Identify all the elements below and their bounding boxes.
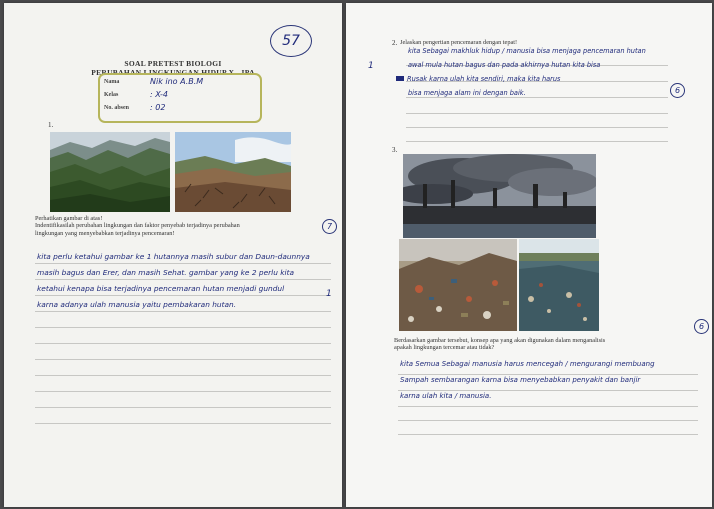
question-3-answer-line-3: karna ulah kita / manusia. xyxy=(400,392,492,400)
answer-line xyxy=(35,359,331,360)
question-1-side-mark: 1 xyxy=(326,289,332,299)
factory-pollution-photo xyxy=(403,154,596,238)
absen-value: : 02 xyxy=(150,103,166,112)
question-2-side-mark: 1 xyxy=(368,61,374,71)
question-2-answer-line-3 xyxy=(396,75,561,83)
answer-line xyxy=(35,295,331,296)
name-value: Nik ino A.B.M xyxy=(150,77,204,86)
question-3-answer-line-1: kita Semua Sebagai manusia harus mencegah / mengurangi membuang xyxy=(400,360,655,368)
polluted-river-photo xyxy=(519,239,599,331)
answer-line xyxy=(35,279,331,280)
answer-line xyxy=(398,406,698,407)
worksheet-subtitle: PERUBAHAN LINGKUNGAN HIDUP X - IPA xyxy=(91,68,255,77)
garbage-pile-photo xyxy=(399,239,517,331)
question-3-line-2: apakah lingkungan tercemar atau tidak? xyxy=(394,344,495,352)
question-2-text: Jelaskan pengertian pencemaran dengan tepat! xyxy=(400,39,518,46)
scribble-mark xyxy=(396,76,404,81)
question-1-line-2: Indentifikasilah perubahan lingkungan dan faktor penyebab terjadinya perubahan xyxy=(35,222,240,230)
name-label: Nama xyxy=(104,79,120,85)
answer-line xyxy=(35,391,331,392)
question-1-score-circle: 7 xyxy=(322,219,337,234)
question-1-text xyxy=(35,215,325,237)
answer-line xyxy=(35,343,331,344)
class-value: : X-4 xyxy=(150,90,168,99)
question-1-answer-line-2: masih bagus dan Erer, dan masih Sehat. gambar yang ke 2 perlu kita xyxy=(37,268,295,277)
absen-label: No. absen xyxy=(104,105,130,111)
answer-line xyxy=(35,327,331,328)
question-3-number: 3. xyxy=(392,146,398,154)
question-3-score-circle: 6 xyxy=(694,319,709,334)
worksheet-title: SOAL PRETEST BIOLOGI xyxy=(124,59,222,68)
question-1-number: 1. xyxy=(48,121,54,129)
question-2-answer-line-4: bisa menjaga alam ini dengan baik. xyxy=(408,89,526,97)
student-id-box xyxy=(98,73,262,123)
answer-line xyxy=(35,423,331,424)
question-3-answer-line-2: Sampah sembarangan karna bisa menyebabkan penyakit dan banjir xyxy=(400,376,641,384)
answer-line xyxy=(35,263,331,264)
class-label: Kelas xyxy=(104,92,119,98)
answer-line xyxy=(406,127,668,128)
total-score-circle: 57 xyxy=(270,25,312,57)
answer-line xyxy=(35,311,331,312)
question-2-answer-line-2: awal mula hutan bagus dan pada akhirnya hutan kita bisa xyxy=(408,61,601,69)
worksheet-page-right xyxy=(346,3,712,507)
deforested-photo xyxy=(175,132,291,212)
answer-line xyxy=(35,407,331,408)
question-1-line-3: lingkungan yang menyebabkan terjadinya pencemaran! xyxy=(35,229,175,237)
question-1-answer-line-1: kita perlu ketahui gambar ke 1 hutannya masih subur dan Daun-daunnya xyxy=(37,252,310,261)
question-2-answer-line-3-text: Rusak karna ulah kita sendiri, maka kita harus xyxy=(407,75,561,83)
answer-line xyxy=(406,113,668,114)
answer-line xyxy=(406,97,668,98)
answer-line xyxy=(35,375,331,376)
question-3-line-1: Berdasarkan gambar tersebut, konsep apa yang akan digunakan dalam menganalisis xyxy=(394,337,606,344)
question-3-text xyxy=(394,337,704,352)
question-1-answer-line-4: karna adanya ulah manusia yaitu pembakaran hutan. xyxy=(37,300,237,309)
question-1-line-1: Perhatikan gambar di atas! xyxy=(35,215,103,222)
answer-line xyxy=(406,141,668,142)
answer-line xyxy=(398,374,698,375)
question-2-answer-line-1: kita Sebagai makhluk hidup / manusia bisa menjaga pencemaran hutan xyxy=(408,47,646,55)
worksheet-page-left xyxy=(4,3,342,507)
answer-line xyxy=(398,420,698,421)
question-2-number: 2. xyxy=(392,39,398,47)
question-1-answer-line-3: ketahui kenapa bisa terjadinya pencemaran hutan menjadi gundul xyxy=(37,284,285,293)
answer-line xyxy=(398,390,698,391)
question-2-score-circle: 6 xyxy=(670,83,685,98)
forest-photo xyxy=(50,132,170,212)
answer-line xyxy=(398,434,698,435)
